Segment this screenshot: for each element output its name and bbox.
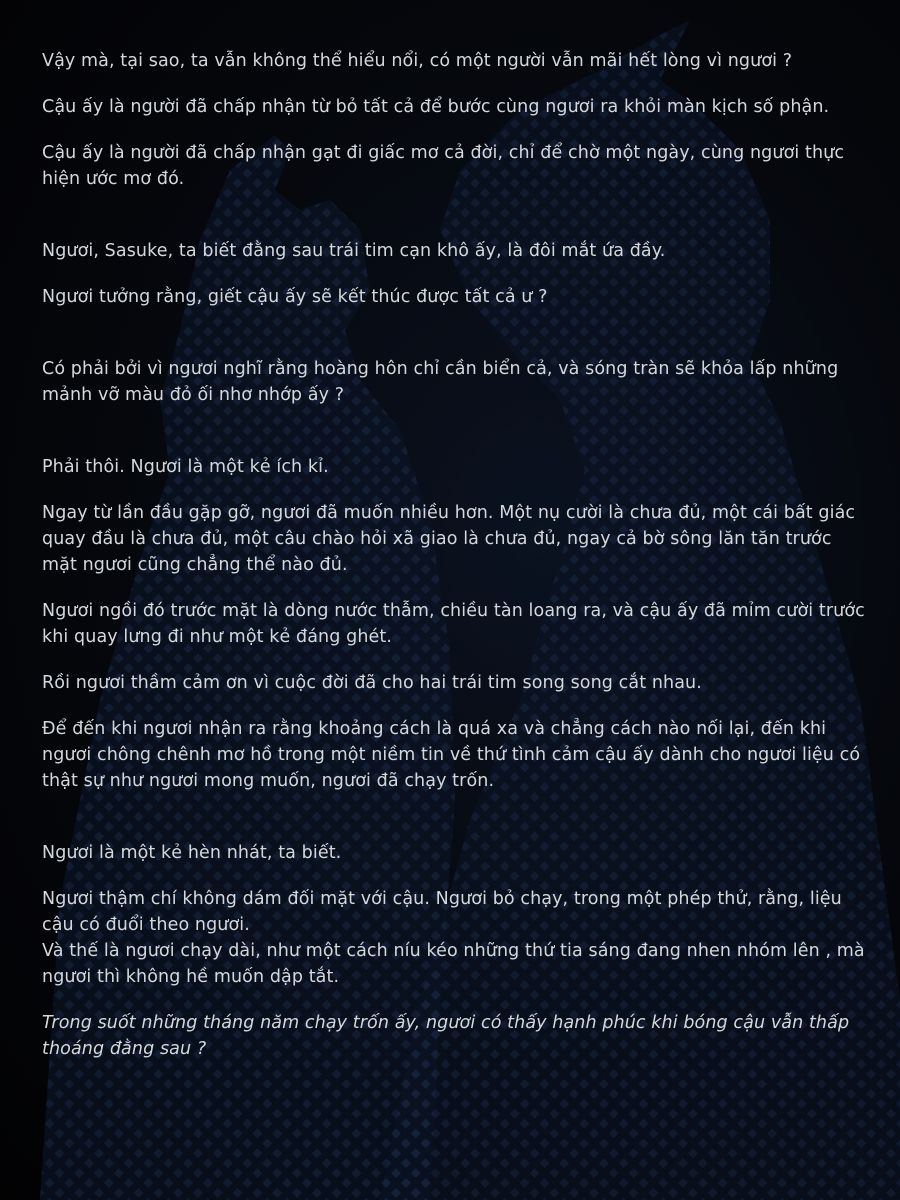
paragraph: Và thế là ngươi chạy dài, như một cách níu kéo những thứ tia sáng đang nhen nhóm lên , mà ngươi thì không hề muốn dập tắt.	[42, 941, 865, 987]
story-text	[42, 48, 870, 1062]
paragraph: Rồi ngươi thầm cảm ơn vì cuộc đời đã cho hai trái tim song song cắt nhau.	[42, 673, 702, 693]
paragraph: Ngươi ngồi đó trước mặt là dòng nước thẫm, chiều tàn loang ra, và cậu ấy đã mỉm cười trước khi quay lưng đi như một kẻ đáng ghét.	[42, 601, 865, 647]
paragraph: Trong suốt những tháng năm chạy trốn ấy, ngươi có thấy hạnh phúc khi bóng cậu vẫn thấp thoáng đằng sau ?	[42, 1013, 850, 1059]
paragraph: Cậu ấy là người đã chấp nhận từ bỏ tất cả để bước cùng ngươi ra khỏi màn kịch số phận.	[42, 97, 830, 117]
paragraph: Ngươi là một kẻ hèn nhát, ta biết.	[42, 843, 342, 863]
paragraph: Ngươi, Sasuke, ta biết đằng sau trái tim cạn khô ấy, là đôi mắt ứa đầy.	[42, 241, 666, 261]
paragraph: Có phải bởi vì ngươi nghĩ rằng hoàng hôn chỉ cần biển cả, và sóng tràn sẽ khỏa lấp những mảnh vỡ màu đỏ ối nhơ nhớp ấy ?	[42, 359, 839, 405]
paragraph: Phải thôi. Ngươi là một kẻ ích kỉ.	[42, 457, 329, 477]
paragraph: Ngươi tưởng rằng, giết cậu ấy sẽ kết thúc được tất cả ư ?	[42, 287, 548, 307]
paragraph: Cậu ấy là người đã chấp nhận gạt đi giấc mơ cả đời, chỉ để chờ một ngày, cùng ngươi thực hiện ước mơ đó.	[42, 143, 845, 189]
paragraph: Vậy mà, tại sao, ta vẫn không thể hiểu nổi, có một người vẫn mãi hết lòng vì ngươi ?	[42, 51, 793, 71]
paragraph: Ngươi thậm chí không dám đối mặt với cậu. Ngươi bỏ chạy, trong một phép thử, rằng, liệu cậu có đuổi theo ngươi.	[42, 889, 842, 935]
paragraph: Để đến khi ngươi nhận ra rằng khoảng cách là quá xa và chẳng cách nào nối lại, đến khi ngươi chông chênh mơ hồ trong một niềm tin về thứ tình cảm cậu ấy dành cho ngươi liệu có thật sự như ngươi mong muốn, ngươi đã chạy trốn.	[42, 719, 861, 791]
paragraph: Ngay từ lần đầu gặp gỡ, ngươi đã muốn nhiều hơn. Một nụ cười là chưa đủ, một cái bất giác quay đầu là chưa đủ, một câu chào hỏi xã giao là chưa đủ, ngay cả bờ sông lăn tăn trước mặt ngươi cũng chẳng thể nào đủ.	[42, 503, 856, 575]
